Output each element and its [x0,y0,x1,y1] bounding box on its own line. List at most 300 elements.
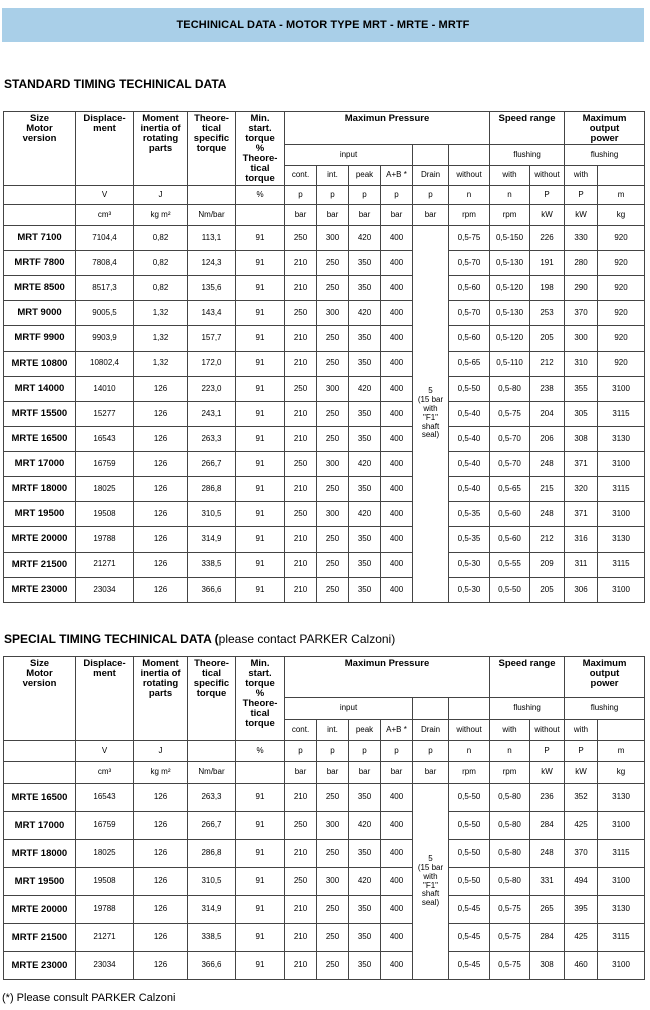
value-cell: 91 [236,351,285,376]
value-cell: 0,5-35 [449,502,490,527]
value-cell: 0,5-60 [449,276,490,301]
value-cell: 350 [349,426,381,451]
value-cell: 3100 [598,868,645,896]
value-cell: 420 [349,502,381,527]
value-cell: 126 [134,577,188,602]
unit-cell: rpm [490,204,530,225]
value-cell: 19508 [76,502,134,527]
symbol-cell: n [490,185,530,204]
value-cell: 18025 [76,477,134,502]
model-name: MRTE 16500 [4,784,76,812]
value-cell: 300 [317,452,349,477]
value-cell: 266,7 [188,452,236,477]
value-cell: 91 [236,225,285,250]
value-cell: 400 [381,577,413,602]
input-header: input [285,144,413,165]
value-cell: 0,5-40 [449,426,490,451]
value-cell: 0,5-60 [449,326,490,351]
value-cell: 350 [349,401,381,426]
unit-cell: kW [530,762,565,784]
value-cell: 371 [565,452,598,477]
value-cell: 250 [317,952,349,980]
value-cell: 250 [317,527,349,552]
model-name: MRTE 8500 [4,276,76,301]
value-cell: 126 [134,376,188,401]
value-cell: 248 [530,840,565,868]
value-cell: 210 [285,896,317,924]
value-cell: 395 [565,896,598,924]
value-cell: 126 [134,924,188,952]
value-cell: 135,6 [188,276,236,301]
value-cell: 3100 [598,952,645,980]
value-cell: 425 [565,924,598,952]
standard-section-title: STANDARD TIMING TECHINICAL DATA [4,77,227,91]
value-cell: 0,5-80 [490,376,530,401]
speed-with-header: with [490,165,530,185]
value-cell: 209 [530,552,565,577]
value-cell: 0,5-30 [449,577,490,602]
value-cell: 371 [565,502,598,527]
value-cell: 300 [565,326,598,351]
table-row [4,426,645,451]
col-size-header: Size Motor version [4,112,76,186]
value-cell: 126 [134,812,188,840]
symbol-cell: p [285,741,317,762]
value-cell: 400 [381,868,413,896]
value-cell: 420 [349,225,381,250]
header-row [4,204,645,225]
symbol-cell: V [76,741,134,762]
value-cell: 420 [349,812,381,840]
symbol-cell: % [236,741,285,762]
value-cell: 0,5-130 [490,301,530,326]
value-cell: 0,5-80 [490,868,530,896]
unit-cell: kg m² [134,762,188,784]
table-row [4,896,645,924]
value-cell: 206 [530,426,565,451]
value-cell: 370 [565,840,598,868]
power-without-header: without [530,165,565,185]
unit-cell: bar [413,762,449,784]
value-cell: 7808,4 [76,251,134,276]
value-cell: 9903,9 [76,326,134,351]
value-cell: 400 [381,426,413,451]
value-cell: 0,5-50 [449,812,490,840]
value-cell: 280 [565,251,598,276]
value-cell: 350 [349,896,381,924]
model-name: MRTF 21500 [4,552,76,577]
value-cell: 3130 [598,896,645,924]
table-row [4,276,645,301]
value-cell: 400 [381,840,413,868]
symbol-cell: m [598,185,645,204]
value-cell: 210 [285,784,317,812]
value-cell: 400 [381,527,413,552]
value-cell: 265 [530,896,565,924]
value-cell: 250 [285,812,317,840]
value-cell: 0,82 [134,225,188,250]
value-cell: 250 [285,452,317,477]
cont-header: cont. [285,165,317,185]
value-cell: 250 [317,251,349,276]
col-torque-header: Theore- tical specific torque [188,112,236,186]
model-name: MRT 19500 [4,868,76,896]
table-row [4,376,645,401]
special-timing-table [3,656,645,980]
col-min-start-header: Min. start. torque % Theore- tical torque [236,657,285,741]
special-section-title-main: SPECIAL TIMING TECHINICAL DATA ( [4,632,219,646]
unit-cell: bar [413,204,449,225]
value-cell: 9005,5 [76,301,134,326]
value-cell: 3130 [598,527,645,552]
value-cell: 0,5-50 [449,376,490,401]
speed-flushing-header: flushing [490,698,565,720]
table-row [4,452,645,477]
value-cell: 350 [349,784,381,812]
value-cell: 113,1 [188,225,236,250]
unit-blank [4,204,76,225]
value-cell: 21271 [76,552,134,577]
unit-cell: rpm [449,762,490,784]
value-cell: 0,5-80 [490,840,530,868]
value-cell: 210 [285,426,317,451]
model-name: MRTE 23000 [4,952,76,980]
value-cell: 306 [565,577,598,602]
model-name: MRTF 15500 [4,401,76,426]
value-cell: 250 [317,924,349,952]
value-cell: 420 [349,376,381,401]
col-moment-header: Moment inertia of rotating parts [134,657,188,741]
value-cell: 263,3 [188,784,236,812]
value-cell: 250 [285,301,317,326]
value-cell: 350 [349,326,381,351]
drain-cell: 5 (15 bar with "F1" shaft seal) [413,784,449,980]
unit-cell: kg m² [134,204,188,225]
value-cell: 338,5 [188,552,236,577]
symbol-cell: P [565,741,598,762]
value-cell: 18025 [76,840,134,868]
value-cell: 0,5-65 [490,477,530,502]
power-with-header: with [565,165,598,185]
value-cell: 400 [381,552,413,577]
symbol-cell [188,741,236,762]
value-cell: 223,0 [188,376,236,401]
value-cell: 350 [349,477,381,502]
value-cell: 250 [317,896,349,924]
value-cell: 210 [285,401,317,426]
value-cell: 19508 [76,868,134,896]
value-cell: 126 [134,552,188,577]
speed-flushing-header: flushing [490,144,565,165]
value-cell: 0,5-45 [449,924,490,952]
table-row [4,840,645,868]
unit-cell: bar [349,762,381,784]
symbol-cell: p [285,185,317,204]
value-cell: 0,5-110 [490,351,530,376]
value-cell: 920 [598,326,645,351]
table-row [4,577,645,602]
table-row [4,924,645,952]
value-cell: 3100 [598,452,645,477]
value-cell: 3100 [598,812,645,840]
value-cell: 400 [381,301,413,326]
peak-header: peak [349,165,381,185]
value-cell: 16759 [76,452,134,477]
value-cell: 3100 [598,502,645,527]
drain-header: Drain [413,165,449,185]
unit-cell: bar [317,204,349,225]
value-cell: 91 [236,552,285,577]
value-cell: 352 [565,784,598,812]
unit-cell: bar [381,762,413,784]
value-cell: 91 [236,502,285,527]
value-cell: 250 [317,276,349,301]
value-cell: 366,6 [188,952,236,980]
value-cell: 310 [565,351,598,376]
model-name: MRTF 18000 [4,840,76,868]
value-cell: 400 [381,952,413,980]
symbol-cell: p [413,185,449,204]
unit-cell: kg [598,762,645,784]
value-cell: 14010 [76,376,134,401]
value-cell: 236 [530,784,565,812]
value-cell: 0,5-50 [490,577,530,602]
max-power-header: Maximum output power [565,657,645,698]
unit-cell: Nm/bar [188,762,236,784]
value-cell: 210 [285,351,317,376]
col-min-start-header: Min. start. torque % Theore- tical torque [236,112,285,186]
value-cell: 3115 [598,552,645,577]
value-cell: 19788 [76,896,134,924]
value-cell: 310,5 [188,502,236,527]
value-cell: 920 [598,276,645,301]
value-cell: 3100 [598,577,645,602]
value-cell: 320 [565,477,598,502]
value-cell: 250 [317,326,349,351]
symbol-cell [188,185,236,204]
symbol-cell: P [530,185,565,204]
table-row [4,225,645,250]
value-cell: 210 [285,840,317,868]
value-cell: 400 [381,251,413,276]
value-cell: 0,5-45 [449,952,490,980]
value-cell: 1,32 [134,351,188,376]
value-cell: 460 [565,952,598,980]
value-cell: 226 [530,225,565,250]
value-cell: 0,5-50 [449,784,490,812]
value-cell: 250 [285,502,317,527]
ab-header: A+B * [381,720,413,741]
col-moment-header: Moment inertia of rotating parts [134,112,188,186]
value-cell: 21271 [76,924,134,952]
table-row [4,477,645,502]
value-cell: 210 [285,527,317,552]
model-name: MRT 9000 [4,301,76,326]
value-cell: 370 [565,301,598,326]
value-cell: 0,5-120 [490,276,530,301]
drain-cell: 5 (15 bar with "F1" shaft seal) [413,225,449,602]
value-cell: 91 [236,577,285,602]
symbol-blank [4,185,76,204]
table-row [4,952,645,980]
value-cell: 16759 [76,812,134,840]
unit-cell [236,204,285,225]
symbol-blank [4,741,76,762]
value-cell: 0,5-35 [449,527,490,552]
value-cell: 205 [530,577,565,602]
header-row [4,762,645,784]
value-cell: 126 [134,401,188,426]
model-name: MRTE 10800 [4,351,76,376]
value-cell: 16543 [76,784,134,812]
value-cell: 0,5-50 [449,840,490,868]
value-cell: 126 [134,527,188,552]
symbol-cell: p [317,741,349,762]
model-name: MRT 17000 [4,452,76,477]
value-cell: 250 [317,426,349,451]
value-cell: 300 [317,225,349,250]
value-cell: 0,5-75 [490,401,530,426]
int-header: int. [317,720,349,741]
table-row [4,868,645,896]
value-cell: 126 [134,868,188,896]
model-name: MRTF 21500 [4,924,76,952]
value-cell: 300 [317,301,349,326]
unit-cell [236,762,285,784]
value-cell: 0,5-70 [449,301,490,326]
value-cell: 0,5-40 [449,477,490,502]
value-cell: 0,5-75 [490,924,530,952]
peak-header: peak [349,720,381,741]
value-cell: 0,5-45 [449,896,490,924]
value-cell: 3100 [598,376,645,401]
value-cell: 3115 [598,401,645,426]
footnote: (*) Please consult PARKER Calzoni [2,992,176,1004]
value-cell: 0,5-70 [449,251,490,276]
symbol-cell: J [134,185,188,204]
unit-cell: bar [381,204,413,225]
symbol-cell: p [349,185,381,204]
value-cell: 300 [317,502,349,527]
value-cell: 1,32 [134,301,188,326]
value-cell: 0,5-60 [490,502,530,527]
page-title-banner [2,8,644,42]
value-cell: 0,5-40 [449,452,490,477]
speed-without-header: without [449,720,490,741]
value-cell: 210 [285,577,317,602]
value-cell: 210 [285,276,317,301]
symbol-cell: V [76,185,134,204]
value-cell: 314,9 [188,896,236,924]
value-cell: 308 [565,426,598,451]
value-cell: 400 [381,401,413,426]
value-cell: 91 [236,924,285,952]
table-row [4,527,645,552]
symbol-cell: m [598,741,645,762]
unit-cell: rpm [490,762,530,784]
value-cell: 91 [236,276,285,301]
drain-spacer [449,698,490,720]
value-cell: 250 [317,401,349,426]
value-cell: 23034 [76,577,134,602]
value-cell: 400 [381,225,413,250]
value-cell: 210 [285,924,317,952]
value-cell: 91 [236,812,285,840]
value-cell: 250 [285,376,317,401]
special-section-title-note: please contact PARKER Calzoni) [218,632,396,646]
value-cell: 10802,4 [76,351,134,376]
value-cell: 172,0 [188,351,236,376]
value-cell: 91 [236,452,285,477]
model-name: MRT 14000 [4,376,76,401]
value-cell: 400 [381,477,413,502]
value-cell: 400 [381,326,413,351]
symbol-cell: p [413,741,449,762]
model-name: MRT 7100 [4,225,76,250]
value-cell: 300 [317,376,349,401]
value-cell: 400 [381,452,413,477]
power-without-header: without [530,720,565,741]
model-name: MRTE 20000 [4,896,76,924]
speed-range-header: Speed range [490,657,565,698]
value-cell: 331 [530,868,565,896]
value-cell: 330 [565,225,598,250]
value-cell: 1,32 [134,326,188,351]
max-pressure-header: Maximun Pressure [285,657,490,698]
value-cell: 3115 [598,477,645,502]
value-cell: 91 [236,401,285,426]
value-cell: 400 [381,784,413,812]
symbol-cell: P [565,185,598,204]
value-cell: 143,4 [188,301,236,326]
unit-cell: rpm [449,204,490,225]
value-cell: 3130 [598,426,645,451]
value-cell: 126 [134,840,188,868]
value-cell: 91 [236,301,285,326]
value-cell: 0,82 [134,251,188,276]
unit-cell: bar [317,762,349,784]
table-row [4,502,645,527]
value-cell: 305 [565,401,598,426]
value-cell: 250 [317,784,349,812]
value-cell: 310,5 [188,868,236,896]
value-cell: 126 [134,477,188,502]
model-name: MRT 17000 [4,812,76,840]
value-cell: 0,5-80 [490,812,530,840]
model-name: MRTF 9900 [4,326,76,351]
value-cell: 0,5-55 [490,552,530,577]
model-name: MRTF 7800 [4,251,76,276]
value-cell: 210 [285,952,317,980]
header-row [4,657,645,698]
value-cell: 250 [285,225,317,250]
value-cell: 250 [317,351,349,376]
value-cell: 126 [134,784,188,812]
value-cell: 243,1 [188,401,236,426]
symbol-cell: p [317,185,349,204]
value-cell: 350 [349,840,381,868]
value-cell: 400 [381,896,413,924]
value-cell: 494 [565,868,598,896]
value-cell: 316 [565,527,598,552]
value-cell: 350 [349,577,381,602]
value-cell: 91 [236,952,285,980]
power-with-header: with [565,720,598,741]
value-cell: 3115 [598,924,645,952]
unit-cell: kW [565,762,598,784]
power-flushing-header: flushing [565,698,645,720]
value-cell: 91 [236,251,285,276]
